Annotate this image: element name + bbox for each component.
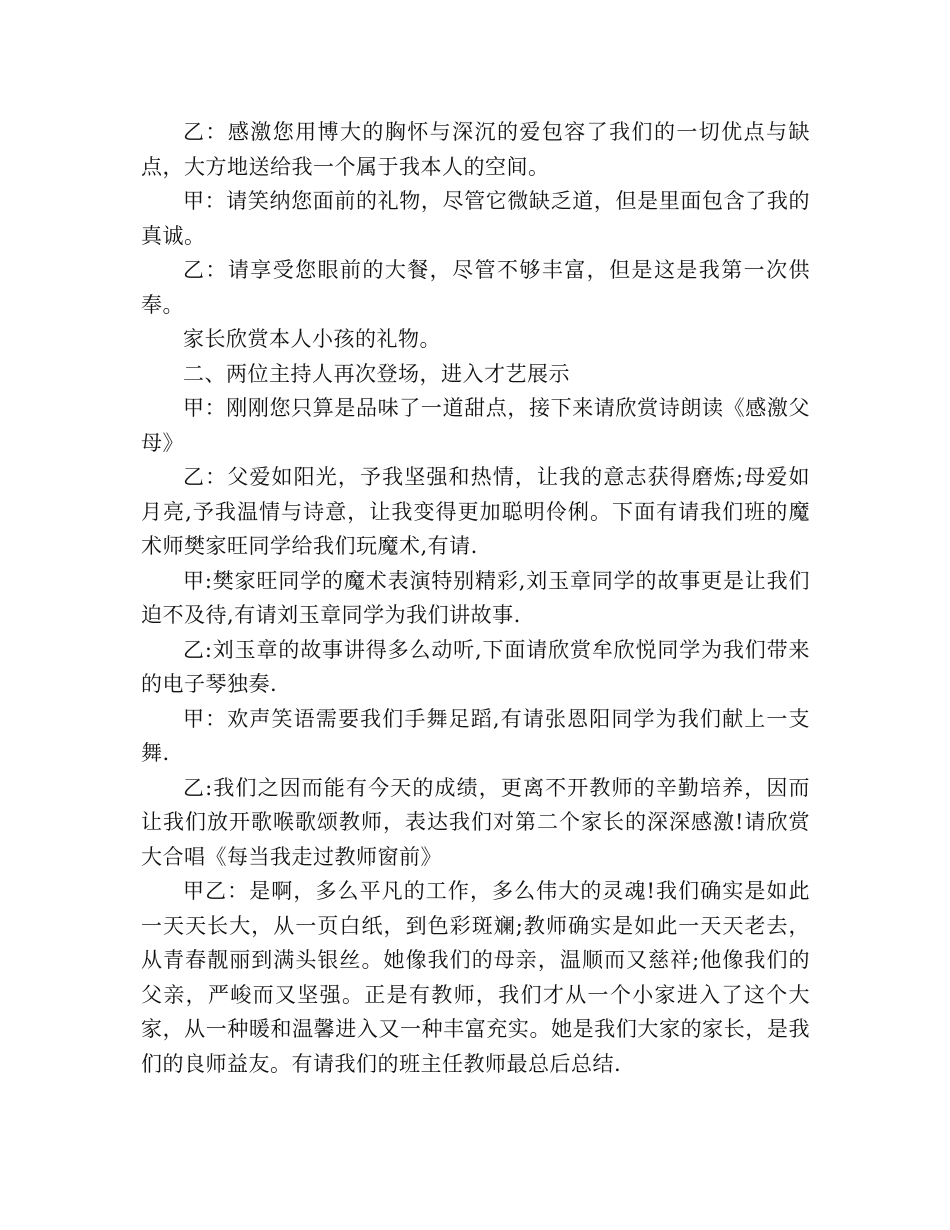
document-page: [141, 115, 810, 1081]
paragraph: 甲乙：是啊，多么平凡的工作，多么伟大的灵魂!我们确实是如此一天天长大，从一页白纸，到色彩斑斓;教师确实是如此一天天老去，从青春靓丽到满头银丝。她像我们的母亲，温顺而又慈祥;他像我们的父亲，严峻而又坚强。正是有教师，我们才从一个小家进入了这个大家，从一种暖和温馨进入又一种丰富充实。她是我们大家的家长，是我们的良师益友。有请我们的班主任教师最总后总结.: [141, 879, 810, 1076]
paragraph: 乙：感激您用博大的胸怀与深沉的爱包容了我们的一切优点与缺点，大方地送给我一个属于我本人的空间。: [141, 120, 810, 179]
paragraph: 甲：刚刚您只算是品味了一道甜点，接下来请欣赏诗朗读《感激父母》: [141, 396, 810, 455]
paragraph: 甲:樊家旺同学的魔术表演特别精彩,刘玉章同学的故事更是让我们迫不及待,有请刘玉章同学为我们讲故事.: [141, 568, 810, 627]
paragraph: 家长欣赏本人小孩的礼物。: [183, 327, 441, 351]
paragraph: 乙:刘玉章的故事讲得多么动听,下面请欣赏牟欣悦同学为我们带来的电子琴独奏.: [141, 637, 810, 696]
paragraph: 乙：请享受您眼前的大餐，尽管不够丰富，但是这是我第一次供奉。: [141, 258, 810, 317]
section-heading: 二、两位主持人再次登场，进入才艺展示: [183, 361, 570, 386]
paragraph: 乙：父爱如阳光，予我坚强和热情，让我的意志获得磨炼;母爱如月亮,予我温情与诗意，让我变得更加聪明伶俐。下面有请我们班的魔术师樊家旺同学给我们玩魔术,有请.: [141, 465, 810, 558]
paragraph: 甲：请笑纳您面前的礼物，尽管它微缺乏道，但是里面包含了我的真诚。: [141, 189, 810, 248]
paragraph: 甲：欢声笑语需要我们手舞足蹈,有请张恩阳同学为我们献上一支舞.: [141, 706, 810, 765]
paragraph: 乙:我们之因而能有今天的成绩，更离不开教师的辛勤培养，因而让我们放开歌喉歌颂教师，表达我们对第二个家长的深深感激!请欣赏大合唱《每当我走过教师窗前》: [141, 775, 810, 869]
